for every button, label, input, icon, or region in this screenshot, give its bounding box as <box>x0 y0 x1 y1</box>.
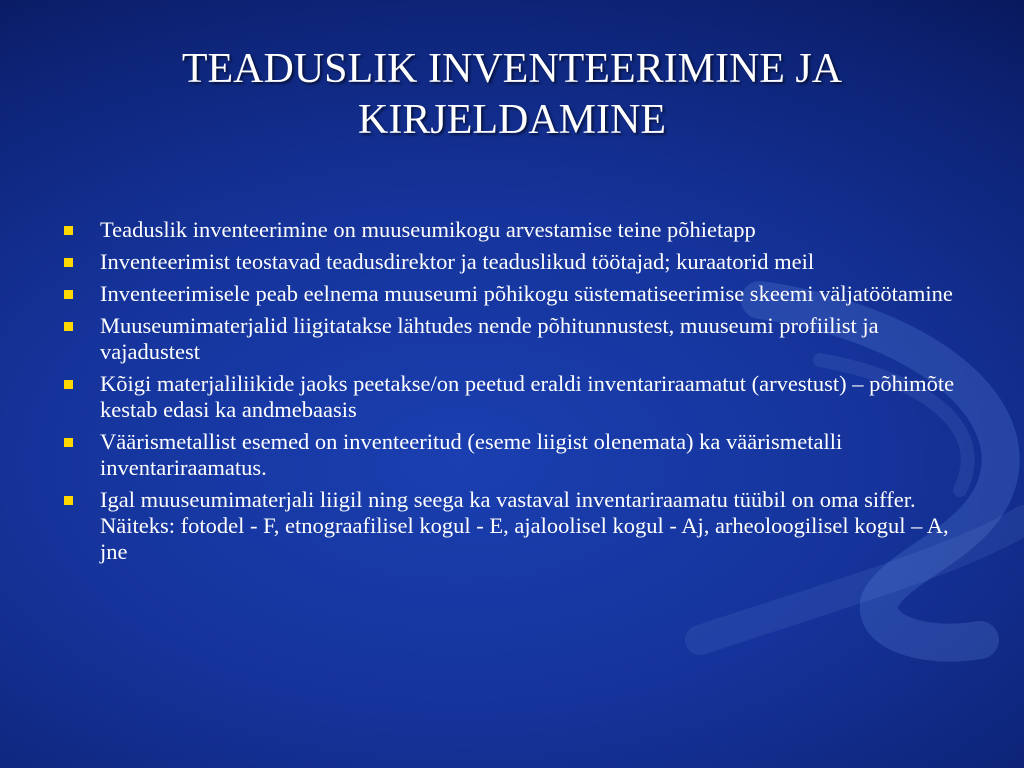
bullet-text: Teaduslik inventeerimine on muuseumikogu arvestamise teine põhietapp <box>100 217 756 242</box>
bullet-item <box>62 487 962 565</box>
square-bullet-icon <box>64 496 73 505</box>
bullet-text: Kõigi materjaliliikide jaoks peetakse/on peetud eraldi inventariraamatut (arvestust) – põhimõte kestab edasi ka andmebaasis <box>100 371 955 422</box>
bullet-text: Muuseumimaterjalid liigitatakse lähtudes nende põhitunnustest, muuseumi profiilist ja vajadustest <box>100 313 879 364</box>
square-bullet-icon <box>64 258 73 267</box>
square-bullet-icon <box>64 322 73 331</box>
bullet-text: Väärismetallist esemed on inventeeritud (eseme liigist olenemata) ka väärismetalli inventariraamatus. <box>100 429 843 480</box>
square-bullet-icon <box>64 226 73 235</box>
bullet-item <box>62 249 962 275</box>
square-bullet-icon <box>64 438 73 447</box>
bullet-text: Inventeerimist teostavad teadusdirektor ja teaduslikud töötajad; kuraatorid meil <box>100 249 815 274</box>
bullet-text: Inventeerimisele peab eelnema muuseumi põhikogu süstematiseerimise skeemi väljatöötamine <box>100 281 953 306</box>
bullet-item <box>62 429 962 481</box>
bullet-item <box>62 371 962 423</box>
slide-title: TEADUSLIK INVENTEERIMINE JA KIRJELDAMINE <box>181 46 843 143</box>
bullet-text: Igal muuseumimaterjali liigil ning seega ka vastaval inventariraamatu tüübil on oma siffer. Näiteks: fotodel - F, etnograafilisel kogul - E, ajaloolisel kogul - Aj, arheoloogilisel kogul – A, jne <box>100 487 949 564</box>
square-bullet-icon <box>64 380 73 389</box>
bullet-item <box>62 217 962 243</box>
bullet-item <box>62 281 962 307</box>
bullet-item <box>62 313 962 365</box>
square-bullet-icon <box>64 290 73 299</box>
bullet-list <box>62 217 962 571</box>
